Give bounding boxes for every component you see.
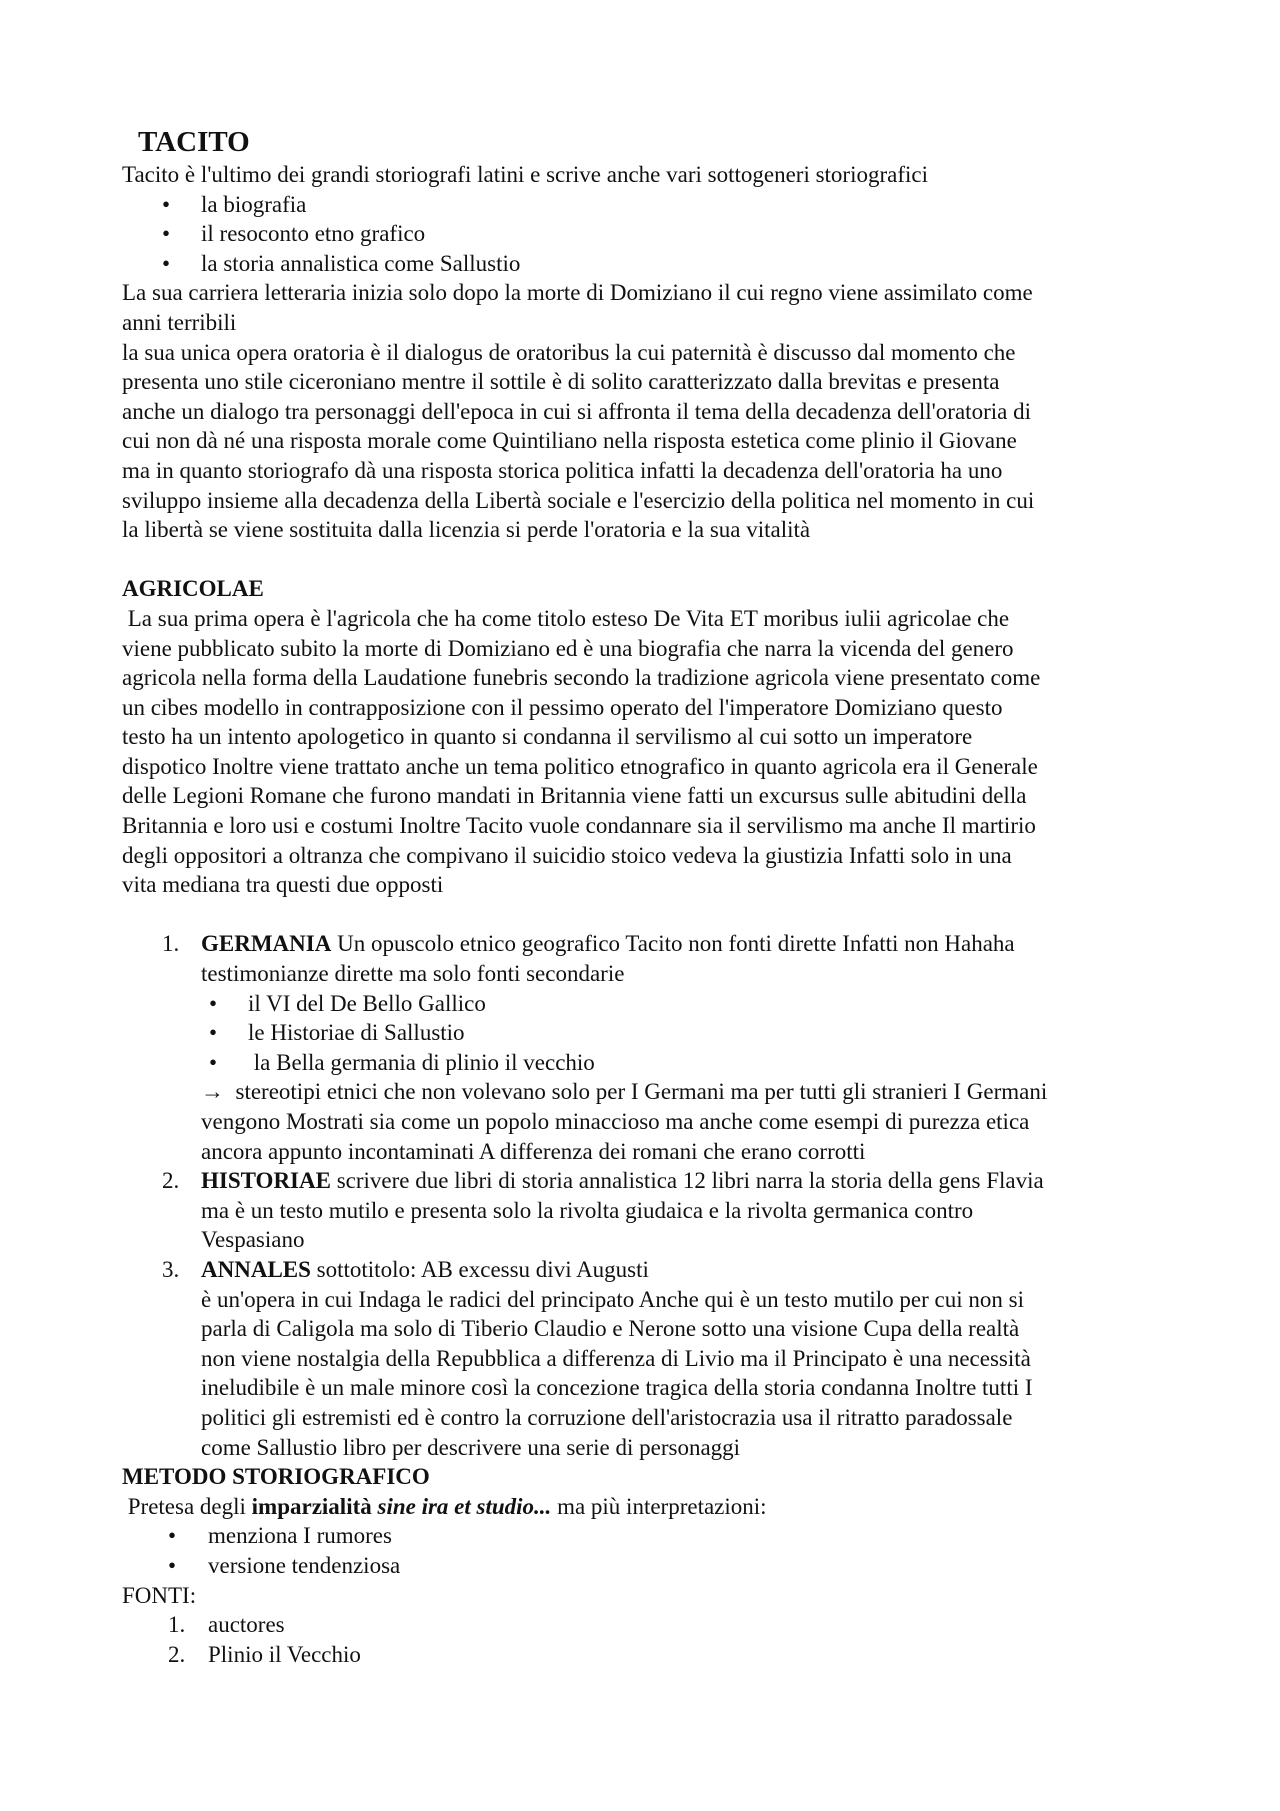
paragraph-line: agricola nella forma della Laudatione funebris secondo la tradizione agricola viene presentato come [122, 665, 1041, 691]
list-item-annales: 3. ANNALES sottotitolo: AB excessu divi Augusti è un'opera in cui Indaga le radici del principato Anche qui è un testo mutilo per cui non si parla di Caligola ma solo di Tiberio Claudio e Nerone sotto una visione Cupa della realtà non viene nostalgia della Repubblica a differenza di Livio ma il Principato è una necessità ineludibile è un male minore così la concezione tragica della storia condanna Inoltre tutti I politici gli estremisti ed è contro la corruzione dell'aristocrazia usa il ritratto paradossale come Sallustio libro per descrivere una serie di personaggi [162, 1256, 1033, 1460]
fonti-numbered-list [122, 1610, 1182, 1669]
germania-sources-list [201, 989, 1182, 1078]
list-item: • la storia annalistica come Sallustio [122, 249, 1182, 279]
list-number: 3. [162, 1256, 180, 1282]
paragraph-line: ma in quanto storiografo dà una risposta storica politica infatti la decadenza dell'oratoria ha uno [122, 457, 1003, 483]
list-number: 1. [162, 931, 180, 957]
document-title: TACITO [138, 126, 250, 158]
arrow-right-icon: → [201, 1079, 224, 1105]
paragraph-line: la libertà se viene sostituita dalla licenzia si perde l'oratoria e la sua vitalità [122, 517, 811, 543]
bullet-icon: • [162, 191, 171, 217]
bullet-icon: • [162, 221, 171, 247]
fonti-label: FONTI: [122, 1582, 197, 1608]
list-number: 2. [168, 1641, 186, 1667]
list-item-germania: 1. GERMANIA Un opuscolo etnico geografico Tacito non fonti dirette Infatti non Hahaha testimonianze dirette ma solo fonti secondarie • il VI del De Bello Gallico • le Historiae di Sallustio • la Bella germania di plinio il vecchio → stereotipi etnici che non volevano solo per I Germani ma per tutti gli stranieri I Germani vengono Mostrati sia come un popolo minaccioso ma anche come esempi di purezza etica ancora appunto incontaminati A differenza dei romani che erano corrotti [122, 929, 1182, 1166]
list-item: • menziona I rumores [122, 1521, 1182, 1551]
agricolae-heading: AGRICOLAE [122, 576, 264, 602]
list-item: • la biografia [122, 190, 1182, 220]
list-number: 1. [168, 1612, 186, 1638]
paragraph-line: vita mediana tra questi due opposti [122, 872, 444, 898]
paragraph-line: delle Legioni Romane che furono mandati in Britannia viene fatti un excursus sulle abitudini della [122, 783, 1027, 809]
list-item: • versione tendenziosa [122, 1551, 1182, 1581]
paragraph-line: la sua unica opera oratoria è il dialogus de oratoribus la cui paternità è discusso dal momento che [122, 339, 1016, 365]
paragraph-line: dispotico Inoltre viene trattato anche un tema politico etnografico in quanto agricola era il Generale [122, 753, 1038, 779]
list-item-historiae: 2. HISTORIAE scrivere due libri di storia annalistica 12 libri narra la storia della gens Flavia ma è un testo mutilo e presenta solo la rivolta giudaica e la rivolta germanica contro Vespasiano [162, 1168, 1044, 1253]
annales-heading: ANNALES [201, 1256, 311, 1282]
paragraph-line: Britannia e loro usi e costumi Inoltre Tacito vuole condannare sia il servilismo ma anche Il martirio [122, 813, 1036, 839]
list-item: • le Historiae di Sallustio [201, 1018, 1182, 1048]
blank-line [122, 900, 1182, 930]
metodo-heading: METODO STORIOGRAFICO [122, 1464, 430, 1490]
bullet-icon: • [168, 1552, 177, 1578]
paragraph-line: un cibes modello in contrapposizione con il pessimo operato del l'imperatore Domiziano questo [122, 694, 1003, 720]
germania-heading: GERMANIA [201, 931, 332, 957]
list-item: • il resoconto etno grafico [122, 219, 1182, 249]
blank-line [122, 545, 1182, 575]
bullet-icon: • [168, 1523, 177, 1549]
works-numbered-list [122, 929, 1182, 1462]
list-item: 1. auctores [122, 1610, 1182, 1640]
paragraph-line: viene pubblicato subito la morte di Domiziano ed è una biografia che narra la vicenda del genero [122, 635, 1014, 661]
paragraph-line: La sua prima opera è l'agricola che ha come titolo esteso De Vita ET moribus iulii agricolae che [122, 605, 1010, 631]
paragraph-line: anni terribili [122, 309, 237, 335]
list-number: 2. [162, 1168, 180, 1194]
metodo-bullet-list [122, 1521, 1182, 1580]
historiae-heading: HISTORIAE [201, 1168, 331, 1194]
bullet-icon: • [209, 990, 218, 1016]
bullet-icon: • [162, 250, 171, 276]
document-body [122, 124, 1182, 1669]
bullet-icon: • [209, 1049, 218, 1075]
intro-paragraph: Tacito è l'ultimo dei grandi storiografi latini e scrive anche vari sottogeneri storiografici [122, 162, 928, 187]
bullet-icon: • [209, 1020, 218, 1046]
list-item: • il VI del De Bello Gallico [201, 989, 1182, 1019]
paragraph-line: La sua carriera letteraria inizia solo dopo la morte di Domiziano il cui regno viene assimilato come [122, 280, 1033, 306]
paragraph-line: anche un dialogo tra personaggi dell'epoca in cui si affronta il tema della decadenza dell'oratoria di [122, 398, 1031, 424]
paragraph-line: degli oppositori a oltranza che compivano il suicidio stoico vedeva la giustizia Infatti solo in una [122, 842, 1012, 868]
paragraph-line: sviluppo insieme alla decadenza della Libertà sociale e l'esercizio della politica nel momento in cui [122, 487, 1035, 513]
paragraph-line: cui non dà né una risposta morale come Quintiliano nella risposta estetica come plinio il Giovane [122, 428, 1017, 454]
list-item: 2. Plinio il Vecchio [122, 1640, 1182, 1670]
metodo-line: Pretesa degli imparzialità sine ira et studio... ma più interpretazioni: [122, 1493, 767, 1519]
paragraph-line: presenta uno stile ciceroniano mentre il sottile è di solito caratterizzato dalla brevitas e presenta [122, 369, 1000, 395]
paragraph-line: testo ha un intento apologetico in quanto si condanna il servilismo al cui sotto un imperatore [122, 724, 973, 750]
list-item: • la Bella germania di plinio il vecchio [201, 1048, 1182, 1078]
intro-bullet-list [122, 190, 1182, 279]
